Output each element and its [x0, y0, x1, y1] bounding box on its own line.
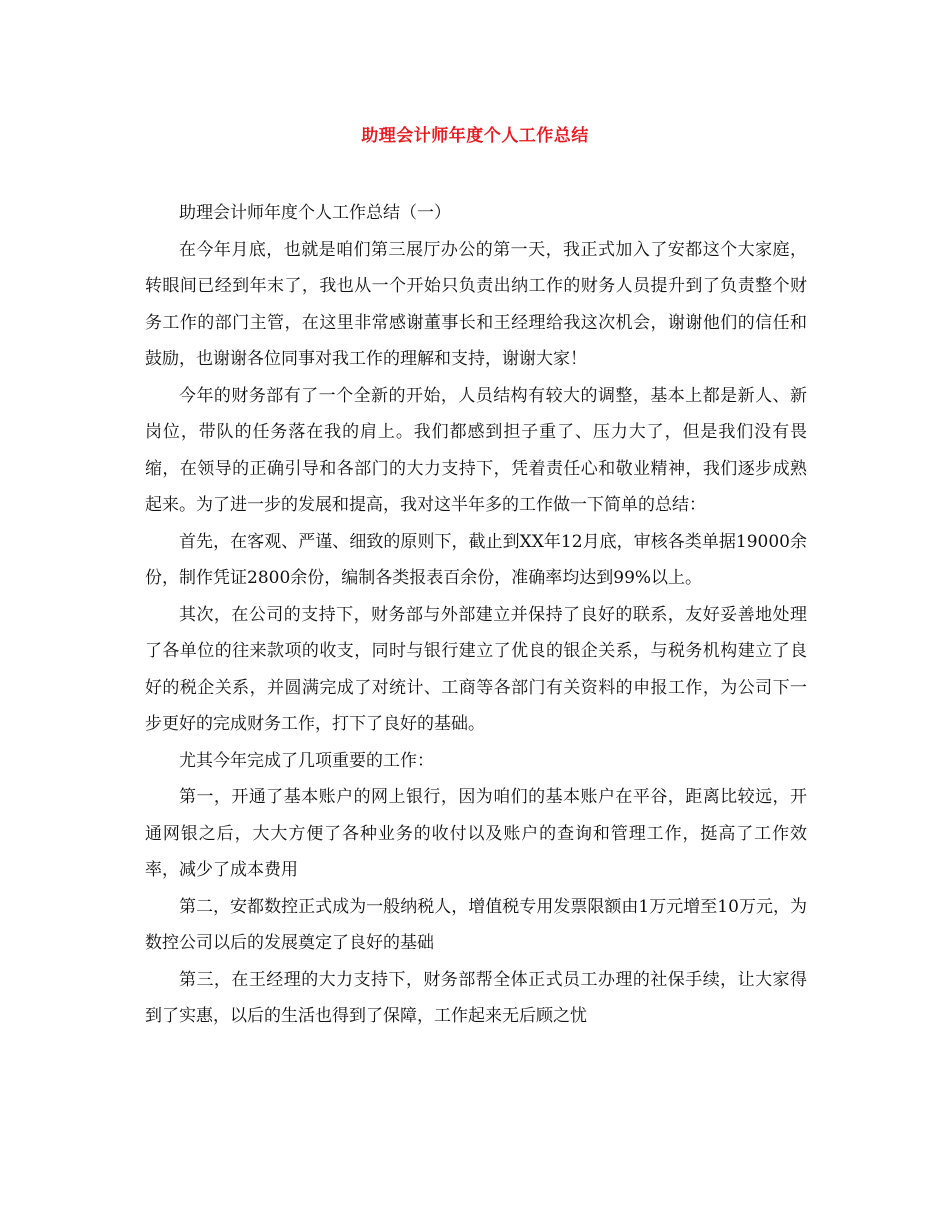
paragraph-item-one: 第一，开通了基本账户的网上银行，因为咱们的基本账户在平谷，距离比较远，开通网银之后，大大方便了各种业务的收付以及账户的查询和管理工作，挺高了工作效率，减少了成本费用	[145, 787, 807, 880]
paragraph-team: 今年的财务部有了一个全新的开始，人员结构有较大的调整，基本上都是新人、新岗位，带队的任务落在我的肩上。我们都感到担子重了、压力大了，但是我们没有畏缩，在领导的正确引导和各部门的大力支持下，凭着责任心和敬业精神，我们逐步成熟起来。为了进一步的发展和提高，我对这半年多的工作做一下简单的总结：	[145, 385, 807, 515]
paragraph-item-two: 第二，安都数控正式成为一般纳税人，增值税专用发票限额由1万元增至10万元，为数控公司以后的发展奠定了良好的基础	[145, 896, 807, 953]
paragraph-intro: 在今年月底，也就是咱们第三展厅办公的第一天，我正式加入了安都这个大家庭，转眼间已经到年末了，我也从一个开始只负责出纳工作的财务人员提升到了负责整个财务工作的部门主管，在这里非常感谢董事长和王经理给我这次机会，谢谢他们的信任和鼓励，也谢谢各位同事对我工作的理解和支持，谢谢大家！	[145, 239, 807, 369]
paragraph-item-three: 第三，在王经理的大力支持下，财务部帮全体正式员工办理的社保手续，让大家得到了实惠，以后的生活也得到了保障，工作起来无后顾之忧	[145, 969, 807, 1026]
section-heading: 助理会计师年度个人工作总结（一）	[179, 203, 451, 223]
paragraph-first: 首先，在客观、严谨、细致的原则下，截止到XX年12月底，审核各类单据19000余份，制作凭证2800余份，编制各类报表百余份，准确率均达到99%以上。	[145, 531, 807, 588]
document-title: 助理会计师年度个人工作总结	[361, 126, 589, 146]
document-body	[145, 195, 807, 1035]
paragraph-key-work: 尤其今年完成了几项重要的工作：	[179, 750, 434, 771]
paragraph-second: 其次，在公司的支持下，财务部与外部建立并保持了良好的联系，友好妥善地处理了各单位的往来款项的收支，同时与银行建立了优良的银企关系，与税务机构建立了良好的税企关系，并圆满完成了对统计、工商等各部门有关资料的申报工作，为公司下一步更好的完成财务工作，打下了良好的基础。	[145, 604, 807, 734]
